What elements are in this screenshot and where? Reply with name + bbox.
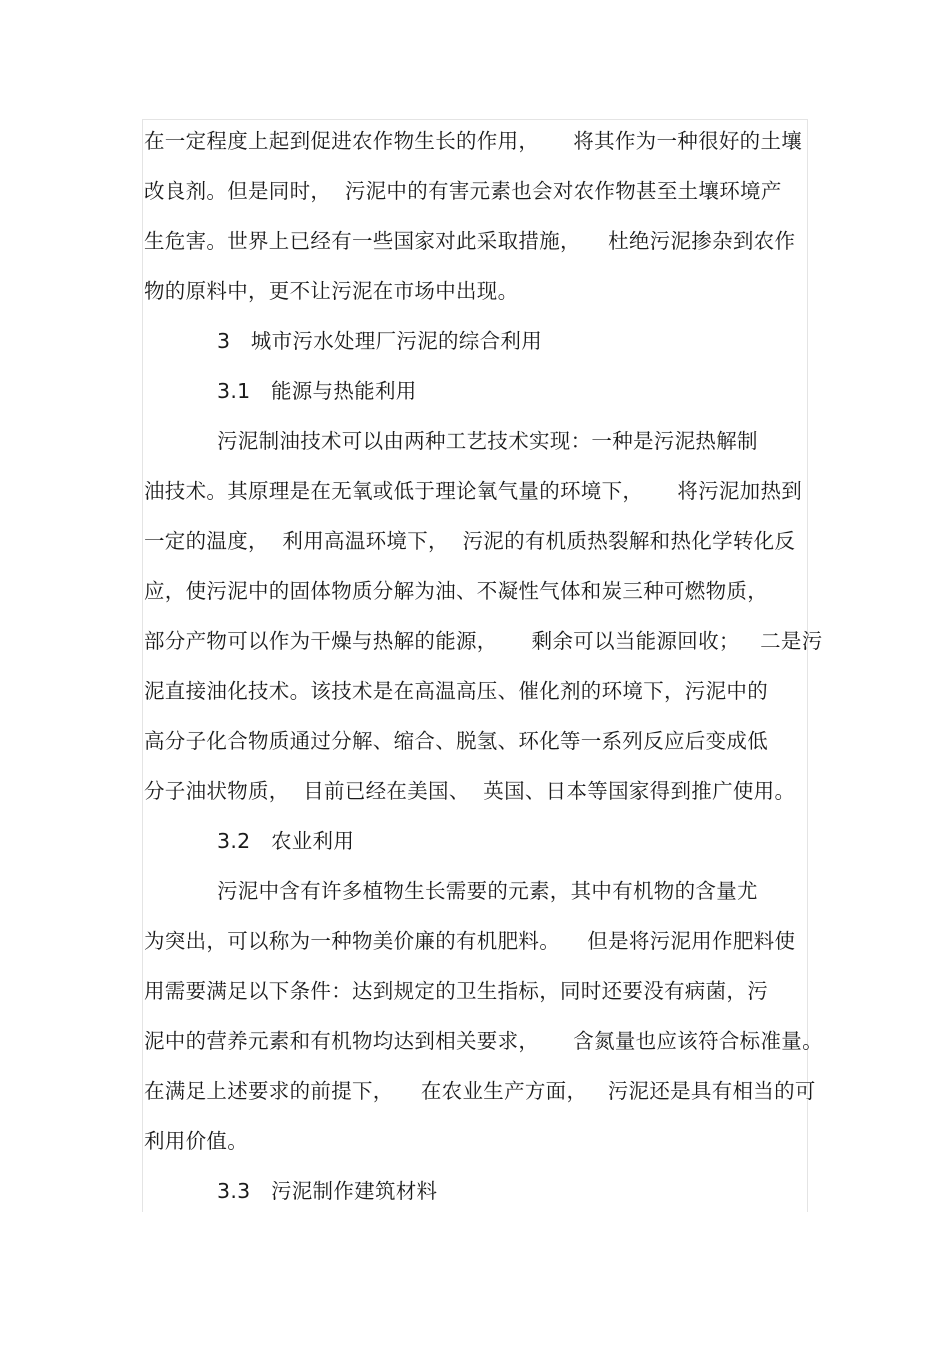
paragraph-line: 为突出，可以称为一种物美价廉的有机肥料。 但是将污泥用作肥料使 bbox=[144, 929, 796, 953]
paragraph-line: 在一定程度上起到促进农作物生长的作用， 将其作为一种很好的土壤 bbox=[144, 129, 803, 153]
page-frame-top bbox=[142, 119, 808, 120]
paragraph-line: 用需要满足以下条件：达到规定的卫生指标，同时还要没有病菌，污 bbox=[144, 979, 768, 1003]
paragraph-line: 生危害。世界上已经有一些国家对此采取措施， 杜绝污泥掺杂到农作 bbox=[144, 229, 796, 253]
paragraph-line: 污泥制油技术可以由两种工艺技术实现：一种是污泥热解制 bbox=[217, 429, 758, 453]
paragraph-line: 物的原料中，更不让污泥在市场中出现。 bbox=[144, 279, 519, 303]
paragraph-line: 一定的温度， 利用高温环境下， 污泥的有机质热裂解和热化学转化反 bbox=[144, 529, 796, 553]
subsection-heading: 3.3 污泥制作建筑材料 bbox=[217, 1179, 438, 1203]
paragraph-line: 泥中的营养元素和有机物均达到相关要求， 含氮量也应该符合标准量。 bbox=[144, 1029, 823, 1053]
paragraph-line: 在满足上述要求的前提下， 在农业生产方面， 污泥还是具有相当的可 bbox=[144, 1079, 816, 1103]
paragraph-line: 利用价值。 bbox=[144, 1129, 248, 1153]
paragraph-line: 高分子化合物质通过分解、缩合、脱氢、环化等一系列反应后变成低 bbox=[144, 729, 768, 753]
paragraph-line: 分子油状物质， 目前已经在美国、 英国、日本等国家得到推广使用。 bbox=[144, 779, 796, 803]
paragraph-line: 污泥中含有许多植物生长需要的元素，其中有机物的含量尤 bbox=[217, 879, 758, 903]
paragraph-line: 油技术。其原理是在无氧或低于理论氧气量的环境下， 将污泥加热到 bbox=[144, 479, 803, 503]
paragraph-line: 应，使污泥中的固体物质分解为油、不凝性气体和炭三种可燃物质， bbox=[144, 579, 768, 603]
subsection-heading: 3.2 农业利用 bbox=[217, 829, 355, 853]
paragraph-line: 泥直接油化技术。该技术是在高温高压、催化剂的环境下，污泥中的 bbox=[144, 679, 768, 703]
paragraph-line: 改良剂。但是同时， 污泥中的有害元素也会对农作物甚至土壤环境产 bbox=[144, 179, 782, 203]
subsection-heading: 3.1 能源与热能利用 bbox=[217, 379, 417, 403]
section-heading: 3 城市污水处理厂污泥的综合利用 bbox=[217, 329, 542, 353]
paragraph-line: 部分产物可以作为干燥与热解的能源， 剩余可以当能源回收； 二是污 bbox=[144, 629, 823, 653]
page-frame-left bbox=[142, 119, 143, 1212]
